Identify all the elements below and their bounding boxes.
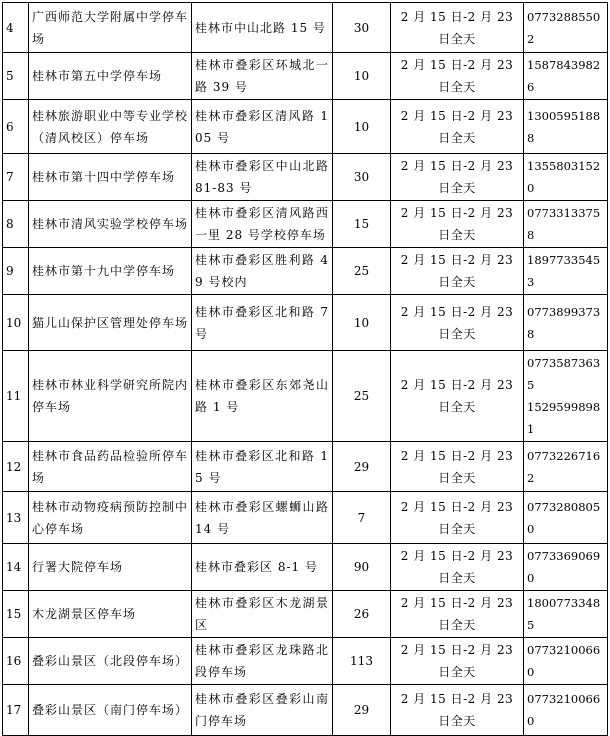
open-time: 2 月 15 日-2 月 23 日全天	[391, 295, 524, 351]
open-time: 2 月 15 日-2 月 23 日全天	[391, 492, 524, 544]
parking-lot-name: 猫儿山保护区管理处停车场	[29, 295, 192, 351]
table-row	[3, 100, 608, 154]
open-time: 2 月 15 日-2 月 23 日全天	[391, 544, 524, 591]
table-row	[3, 685, 608, 736]
parking-space-count: 25	[333, 351, 391, 442]
parking-lot-table	[2, 2, 608, 736]
parking-space-count: 26	[333, 591, 391, 638]
phone-number: 07732808050	[527, 499, 601, 536]
parking-lot-address: 桂林市叠彩区北和路 7 号	[192, 295, 333, 351]
parking-lot-name: 桂林市第十九中学停车场	[29, 248, 192, 295]
row-number: 17	[3, 685, 29, 736]
open-time: 2 月 15 日-2 月 23 日全天	[391, 685, 524, 736]
parking-lot-name: 叠彩山景区（南门停车场）	[29, 685, 192, 736]
contact-phone	[524, 591, 608, 638]
phone-number: 07732885502	[527, 9, 601, 46]
contact-phone	[524, 53, 608, 100]
parking-space-count: 15	[333, 201, 391, 248]
row-number: 8	[3, 201, 29, 248]
parking-lot-name: 广西师范大学附属中学停车场	[29, 3, 192, 53]
open-time: 2 月 15 日-2 月 23 日全天	[391, 3, 524, 53]
table-row	[3, 53, 608, 100]
parking-lot-name: 木龙湖景区停车场	[29, 591, 192, 638]
contact-phone	[524, 3, 608, 53]
parking-lot-name: 桂林市林业科学研究所院内停车场	[29, 351, 192, 442]
parking-lot-address: 桂林市叠彩区叠彩山南门停车场	[192, 685, 333, 736]
table-row	[3, 442, 608, 492]
row-number: 11	[3, 351, 29, 442]
parking-lot-address: 桂林市叠彩区清风路西一里 28 号学校停车场	[192, 201, 333, 248]
contact-phone	[524, 442, 608, 492]
parking-lot-address: 桂林市叠彩区东郊尧山路 1 号	[192, 351, 333, 442]
phone-number: 18977335453	[527, 253, 601, 289]
phone-number: 15878439826	[527, 58, 601, 94]
row-number: 4	[3, 3, 29, 53]
table-row	[3, 154, 608, 201]
phone-number: 07738993738	[527, 304, 601, 341]
parking-lot-name: 桂林市第五中学停车场	[29, 53, 192, 100]
contact-phone	[524, 201, 608, 248]
parking-lot-address: 桂林市叠彩区中山北路 81-83 号	[192, 154, 333, 201]
table-row	[3, 638, 608, 685]
contact-phone	[524, 544, 608, 591]
contact-phone	[524, 248, 608, 295]
contact-phone	[524, 154, 608, 201]
open-time: 2 月 15 日-2 月 23 日全天	[391, 201, 524, 248]
parking-lot-address: 桂林市叠彩区龙珠路北段停车场	[192, 638, 333, 685]
parking-space-count: 29	[333, 442, 391, 492]
parking-space-count: 90	[333, 544, 391, 591]
parking-space-count: 10	[333, 53, 391, 100]
parking-lot-name: 桂林市第十四中学停车场	[29, 154, 192, 201]
phone-number: 15295998981	[527, 400, 601, 436]
table-body	[3, 3, 608, 736]
parking-lot-name: 叠彩山景区（北段停车场）	[29, 638, 192, 685]
table-row	[3, 201, 608, 248]
open-time: 2 月 15 日-2 月 23 日全天	[391, 53, 524, 100]
table-row	[3, 591, 608, 638]
phone-number: 07733133758	[527, 206, 601, 242]
row-number: 14	[3, 544, 29, 591]
parking-lot-address: 桂林市中山北路 15 号	[192, 3, 333, 53]
table-row	[3, 248, 608, 295]
phone-number: 18007733485	[527, 596, 601, 632]
open-time: 2 月 15 日-2 月 23 日全天	[391, 351, 524, 442]
parking-space-count: 25	[333, 248, 391, 295]
parking-lot-address: 桂林市叠彩区北和路 15 号	[192, 442, 333, 492]
table-row	[3, 544, 608, 591]
parking-lot-name: 桂林市食品药品检验所停车场	[29, 442, 192, 492]
row-number: 15	[3, 591, 29, 638]
row-number: 7	[3, 154, 29, 201]
phone-number: 13558031520	[527, 159, 601, 195]
open-time: 2 月 15 日-2 月 23 日全天	[391, 154, 524, 201]
open-time: 2 月 15 日-2 月 23 日全天	[391, 442, 524, 492]
table-row	[3, 492, 608, 544]
contact-phone	[524, 638, 608, 685]
row-number: 6	[3, 100, 29, 154]
row-number: 12	[3, 442, 29, 492]
row-number: 5	[3, 53, 29, 100]
phone-number: 07732100660	[527, 643, 601, 679]
parking-space-count: 10	[333, 100, 391, 154]
row-number: 16	[3, 638, 29, 685]
table-row	[3, 351, 608, 442]
open-time: 2 月 15 日-2 月 23 日全天	[391, 248, 524, 295]
contact-phone	[524, 685, 608, 736]
phone-number: 13005951888	[527, 108, 601, 145]
row-number: 13	[3, 492, 29, 544]
parking-lot-address: 桂林市叠彩区清风路 105 号	[192, 100, 333, 154]
row-number: 9	[3, 248, 29, 295]
parking-space-count: 113	[333, 638, 391, 685]
parking-lot-address: 桂林市叠彩区胜利路 49 号校内	[192, 248, 333, 295]
parking-space-count: 30	[333, 3, 391, 53]
parking-space-count: 30	[333, 154, 391, 201]
parking-lot-name: 行署大院停车场	[29, 544, 192, 591]
open-time: 2 月 15 日-2 月 23 日全天	[391, 591, 524, 638]
parking-space-count: 10	[333, 295, 391, 351]
phone-number: 07733690690	[527, 549, 601, 585]
parking-lot-address: 桂林市叠彩区螺蛳山路 14 号	[192, 492, 333, 544]
parking-lot-name: 桂林市动物疫病预防控制中心停车场	[29, 492, 192, 544]
parking-lot-address: 桂林市叠彩区 8-1 号	[192, 544, 333, 591]
phone-number: 07732267162	[527, 448, 601, 485]
contact-phone	[524, 295, 608, 351]
parking-lot-address: 桂林市叠彩区木龙湖景区	[192, 591, 333, 638]
parking-lot-name: 桂林市清风实验学校停车场	[29, 201, 192, 248]
parking-space-count: 7	[333, 492, 391, 544]
parking-lot-name: 桂林旅游职业中等专业学校（清风校区）停车场	[29, 100, 192, 154]
open-time: 2 月 15 日-2 月 23 日全天	[391, 100, 524, 154]
phone-number: 07735873635	[527, 356, 601, 392]
row-number: 10	[3, 295, 29, 351]
contact-phone	[524, 492, 608, 544]
phone-number: 07732100660	[527, 692, 601, 728]
contact-phone	[524, 100, 608, 154]
contact-phone	[524, 351, 608, 442]
table-row	[3, 295, 608, 351]
parking-lot-address: 桂林市叠彩区环城北一路 39 号	[192, 53, 333, 100]
open-time: 2 月 15 日-2 月 23 日全天	[391, 638, 524, 685]
table-row	[3, 3, 608, 53]
parking-space-count: 29	[333, 685, 391, 736]
